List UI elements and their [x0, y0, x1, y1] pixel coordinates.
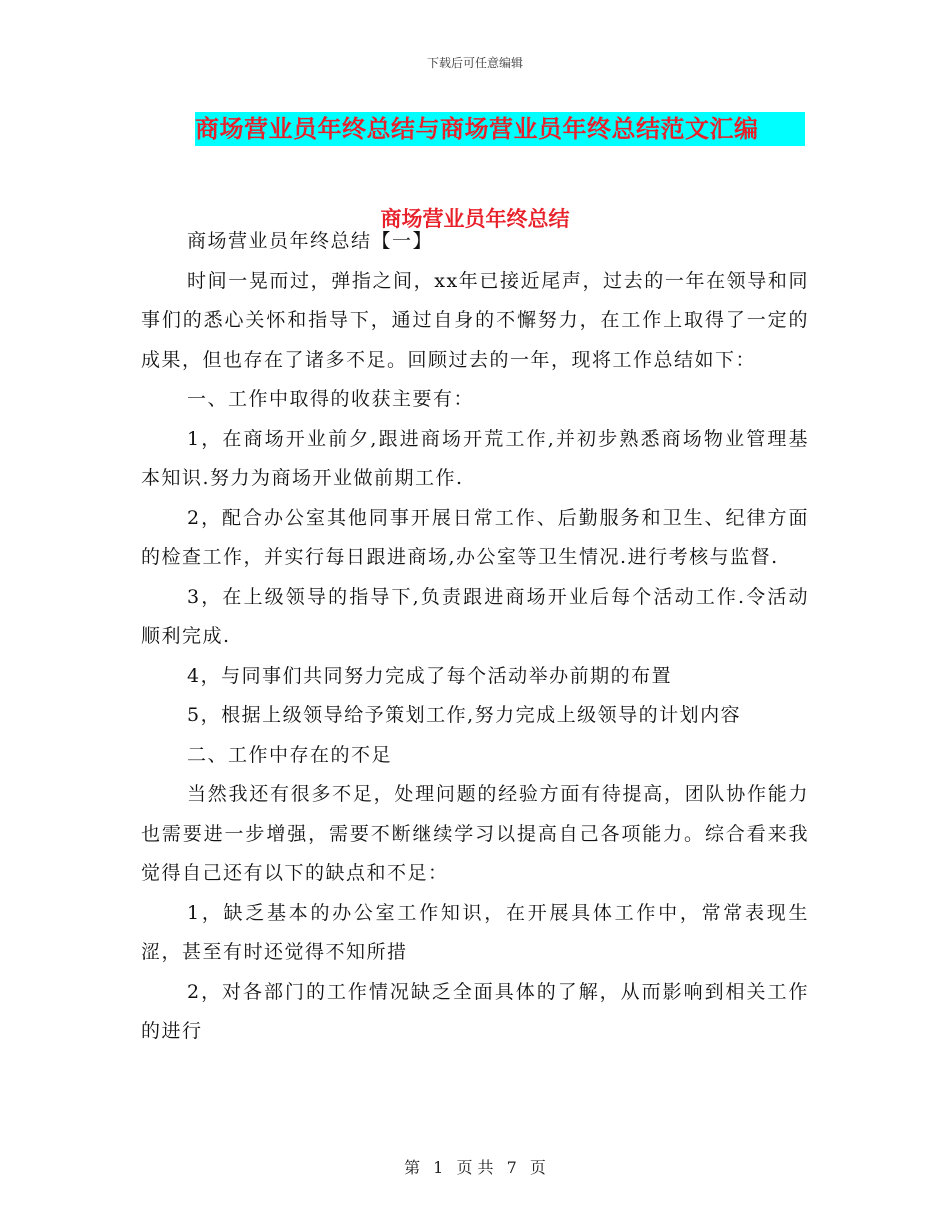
paragraph: 商场营业员年终总结【一】: [187, 230, 434, 252]
paragraph: 4，与同事们共同努力完成了每个活动举办前期的布置: [187, 664, 673, 687]
page-label-suffix: 页: [529, 1158, 546, 1177]
page-label-prefix: 第: [404, 1158, 421, 1177]
paragraph: 二、工作中存在的不足: [187, 743, 393, 766]
page-label-mid: 页 共: [456, 1158, 494, 1177]
paragraph: 5，根据上级领导给予策划工作,努力完成上级领导的计划内容: [187, 704, 742, 726]
section-title: 商场营业员年终总结: [380, 207, 570, 231]
header-note: 下载后可任意编辑: [426, 56, 523, 70]
paragraph: 一、工作中取得的收获主要有：: [187, 388, 475, 410]
current-page-number: 1: [433, 1158, 444, 1177]
main-title-highlight: [195, 112, 805, 146]
paragraph: 3，在上级领导的指导下,负责跟进商场开业后每个活动工作.令活动顺利完成.: [141, 585, 809, 647]
paragraph: 1，缺乏基本的办公室工作知识，在开展具体工作中，常常表现生涩，甚至有时还觉得不知所措: [141, 901, 809, 963]
paragraph: 1，在商场开业前夕,跟进商场开荒工作,并初步熟悉商场物业管理基本知识.努力为商场开业做前期工作.: [141, 427, 809, 489]
document-body: [141, 222, 809, 1052]
page-footer: [0, 1155, 950, 1178]
paragraph: 当然我还有很多不足，处理问题的经验方面有待提高，团队协作能力也需要进一步增强，需要不断继续学习以提高自己各项能力。综合看来我觉得自己还有以下的缺点和不足：: [141, 783, 809, 884]
total-pages-number: 7: [506, 1158, 517, 1177]
paragraph: 2，配合办公室其他同事开展日常工作、后勤服务和卫生、纪律方面的检查工作，并实行每日跟进商场,办公室等卫生情况.进行考核与监督.: [141, 506, 809, 568]
paragraph: 时间一晃而过，弹指之间，xx年已接近尾声，过去的一年在领导和同事们的悉心关怀和指导下，通过自身的不懈努力，在工作上取得了一定的成果，但也存在了诸多不足。回顾过去的一年，现将工作总结如下：: [141, 269, 809, 371]
main-title: 商场营业员年终总结与商场营业员年终总结范文汇编: [195, 115, 759, 143]
paragraph: 2，对各部门的工作情况缺乏全面具体的了解，从而影响到相关工作的进行: [141, 980, 809, 1042]
